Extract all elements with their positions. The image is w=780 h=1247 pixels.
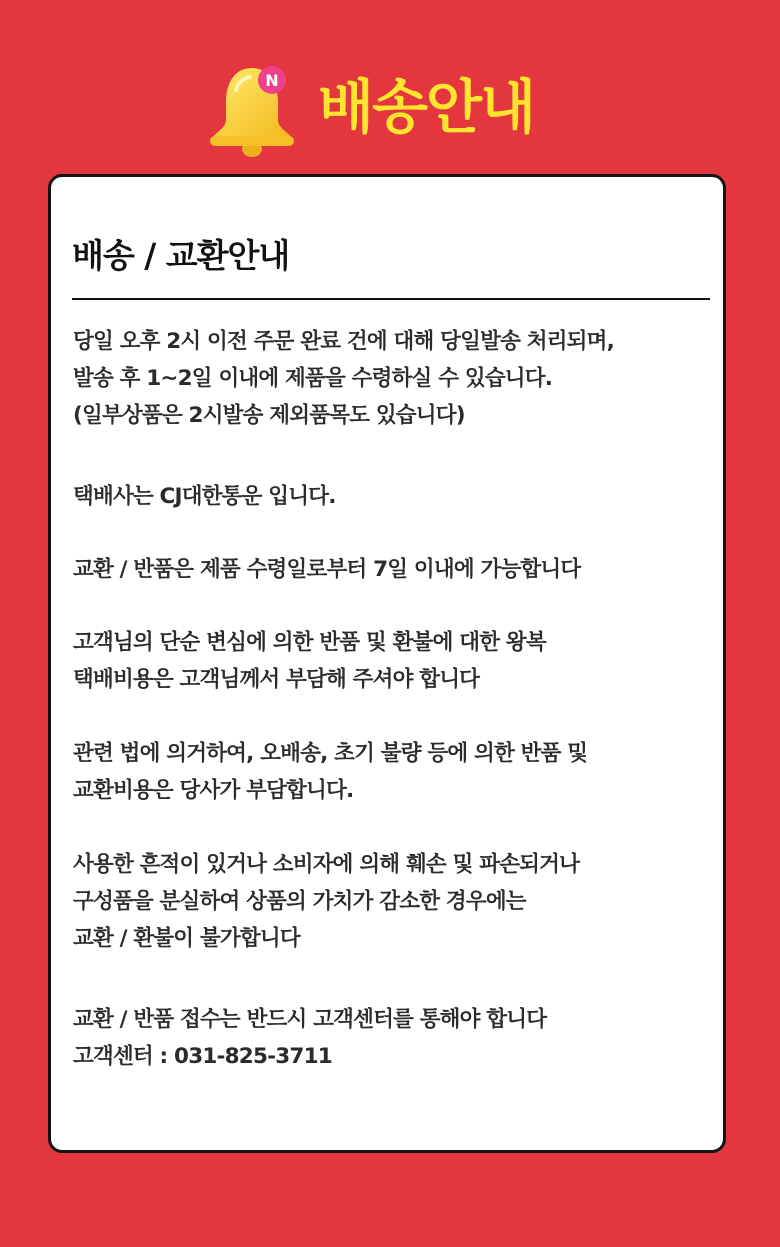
paragraph-customer-cost [73,624,713,698]
paragraph-not-allowed [73,846,713,957]
text-line: 관련 법에 의거하여, 오배송, 초기 불량 등에 의한 반품 및 [73,741,588,766]
text-line: 교환 / 반품은 제품 수령일로부터 7일 이내에 가능합니다 [73,557,581,582]
text-line: 고객님의 단순 변심에 의한 반품 및 환불에 대한 왕복 [73,630,546,655]
text-line: 교환비용은 당사가 부담합니다. [73,778,354,803]
paragraph-company-cost [73,735,713,809]
text-line: 택배사는 CJ대한통운 입니다. [73,484,336,509]
page-title: 배송안내 [318,73,535,141]
text-line: (일부상품은 2시발송 제외품목도 있습니다) [73,403,465,428]
info-card [48,174,726,1153]
header [0,52,780,167]
customer-center-phone: 고객센터 : 031-825-3711 [73,1044,332,1069]
text-line: 택배비용은 고객님께서 부담해 주셔야 합니다 [73,667,480,692]
text-line: 당일 오후 2시 이전 주문 완료 건에 대해 당일발송 처리되며, [73,329,614,354]
text-line: 교환 / 환불이 불가합니다 [73,926,300,951]
title-divider [72,298,710,300]
card-title: 배송 / 교환안내 [72,236,290,275]
paragraph-courier [73,478,713,515]
paragraph-shipping [73,323,713,434]
notification-badge: N [265,71,279,90]
paragraph-exchange-period [73,551,713,588]
text-line: 교환 / 반품 접수는 반드시 고객센터를 통해야 합니다 [73,1007,547,1032]
paragraph-contact [73,1001,713,1075]
text-line: 사용한 흔적이 있거나 소비자에 의해 훼손 및 파손되거나 [73,852,580,877]
text-line: 발송 후 1~2일 이내에 제품을 수령하실 수 있습니다. [73,366,553,391]
bell-icon [206,60,298,160]
text-line: 구성품을 분실하여 상품의 가치가 감소한 경우에는 [73,889,526,914]
